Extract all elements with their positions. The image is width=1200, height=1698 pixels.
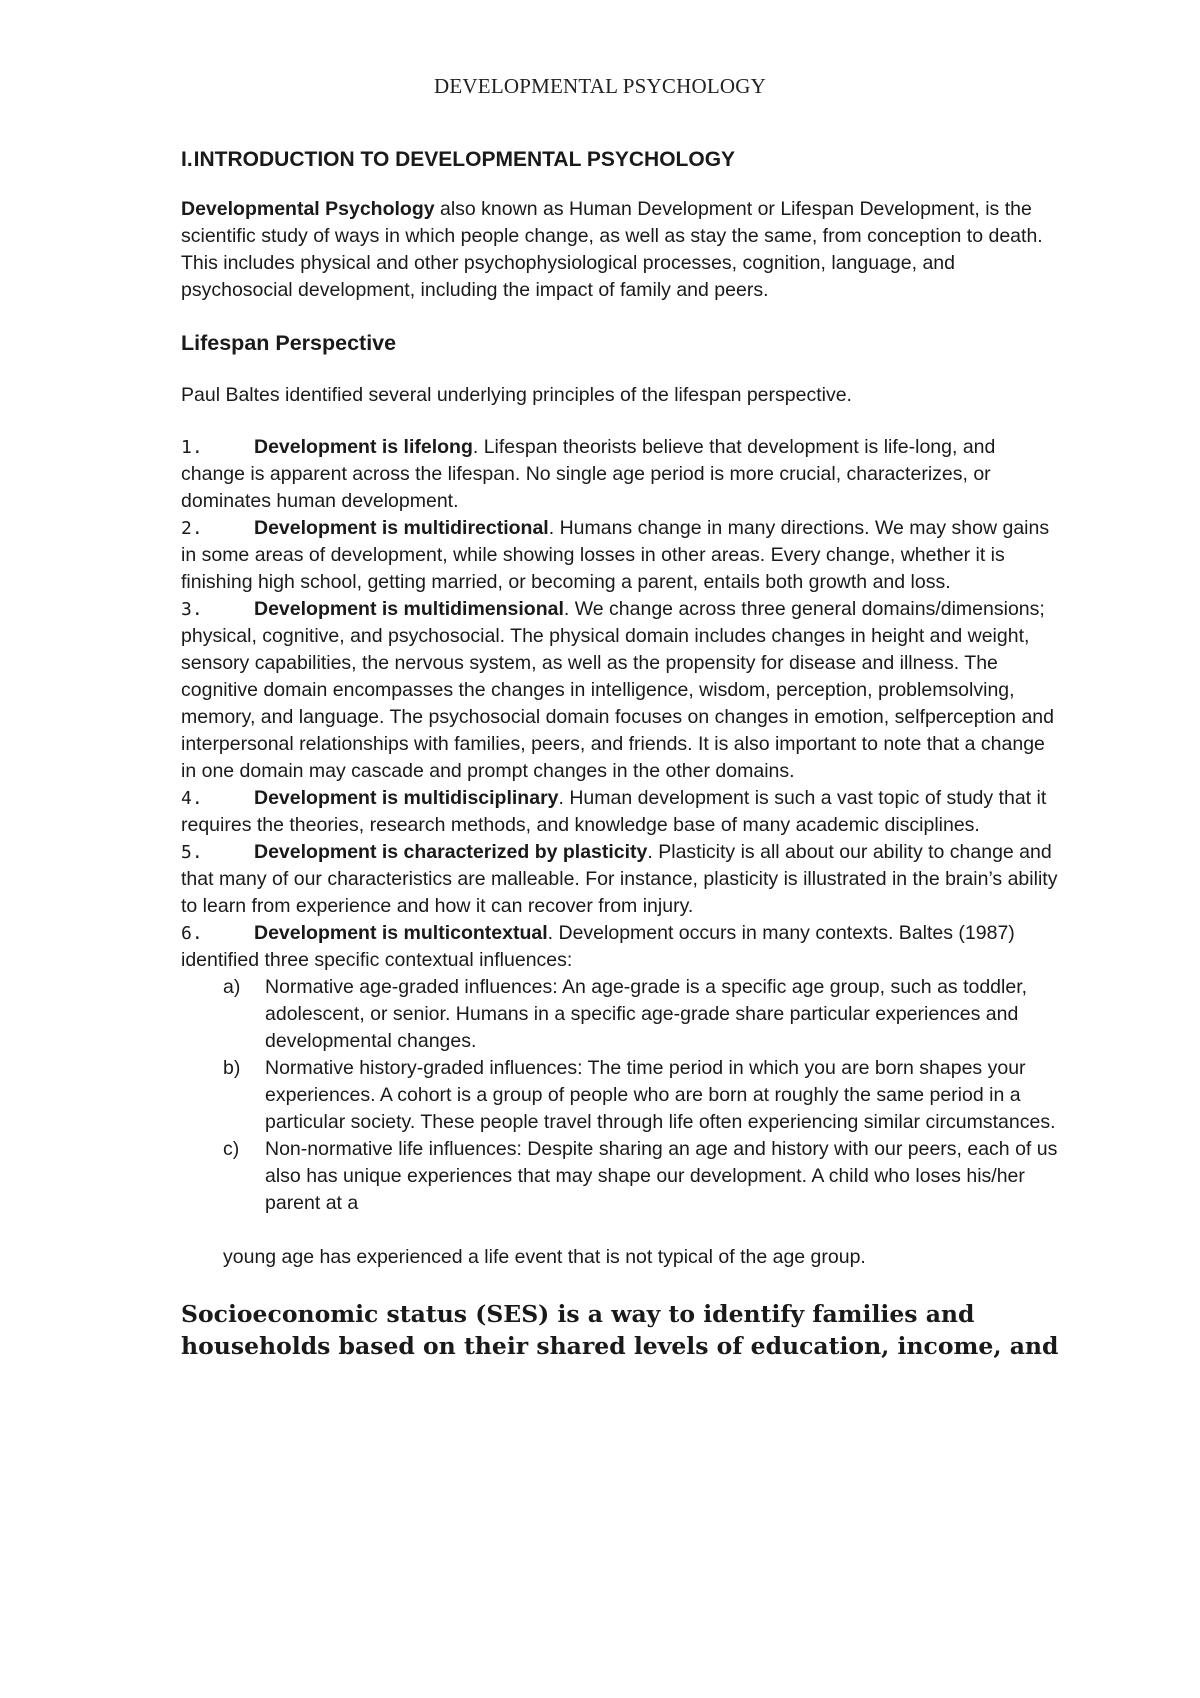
intro-text: also known as Human Development or Lifespan Development, is the scientific study of ways in which people change, as well as stay the same, from conception to death. This includes physical and other psychophysiological processes, cognition, language, and psychosocial development, including the impact of family and peers. [181, 198, 1043, 301]
principle-number: 3. [181, 599, 203, 620]
principle-title: Development is characterized by plasticity [254, 841, 648, 863]
principle-number: 5. [181, 842, 203, 863]
influence-letter: b) [223, 1057, 241, 1079]
principle-text: . Plasticity is all about our ability to change and that many of our characteristics are malleable. For instance, plasticity is illustrated in the brain’s ability to learn from experience and how it can recover from injury. [181, 841, 1058, 917]
principles-list [181, 434, 1061, 974]
principle-item [181, 839, 1061, 920]
principle-title: Development is lifelong [254, 436, 473, 458]
principle-number: 4. [181, 788, 203, 809]
influence-letter: c) [223, 1138, 240, 1160]
principle-item [181, 785, 1061, 839]
principle-title: Development is multidirectional [254, 517, 549, 539]
influence-item [223, 1055, 1061, 1136]
influence-text: Normative history-graded influences: The time period in which you are born shapes your experiences. A cohort is a group of people who are born at roughly the same period in a particular society. These people travel through life often experiencing similar circumstances. [265, 1057, 1056, 1133]
influence-item [223, 974, 1061, 1055]
principle-title: Development is multidimensional [254, 598, 564, 620]
principle-text: . Humans change in many directions. We may show gains in some areas of development, while showing losses in other areas. Every change, whether it is finishing high school, getting married, or becoming a parent, entails both growth and loss. [181, 517, 1050, 593]
intro-paragraph [181, 196, 1061, 304]
principle-item [181, 596, 1061, 785]
principle-text: . We change across three general domains/dimensions; physical, cognitive, and psychosocial. The physical domain includes changes in height and weight, sensory capabilities, the nervous system, as well as the propensity for disease and illness. The cognitive domain encompasses the changes in intelligence, wisdom, perception, problemsolving, memory, and language. The psychosocial domain focuses on changes in emotion, selfperception and interpersonal relationships with families, peers, and friends. It is also important to note that a change in one domain may cascade and prompt changes in the other domains. [181, 598, 1054, 782]
influence-text: Normative age-graded influences: An age-grade is a specific age group, such as toddler, adolescent, or senior. Humans in a specific age-grade share particular experiences and developmental changes. [265, 976, 1028, 1052]
ses-paragraph: Socioeconomic status (SES) is a way to identify families and households based on their shared levels of education, income, and [181, 1300, 1059, 1360]
lifespan-lead: Paul Baltes identified several underlying principles of the lifespan perspective. [181, 384, 852, 406]
document-body [181, 146, 1061, 1362]
continuation-text: young age has experienced a life event that is not typical of the age group. [223, 1246, 866, 1268]
lifespan-heading: Lifespan Perspective [181, 331, 397, 355]
principle-title: Development is multidisciplinary [254, 787, 559, 809]
section-number: I. [181, 148, 193, 171]
section-title: INTRODUCTION TO DEVELOPMENTAL PSYCHOLOGY [193, 148, 736, 171]
principle-item [181, 434, 1061, 515]
influence-text: Non-normative life influences: Despite sharing an age and history with our peers, each of us also has unique experiences that may shape our development. A child who loses his/her parent at a [265, 1138, 1058, 1214]
influence-item [223, 1136, 1061, 1217]
principle-title: Development is multicontextual [254, 922, 548, 944]
intro-term: Developmental Psychology [181, 198, 435, 220]
running-header: DEVELOPMENTAL PSYCHOLOGY [434, 74, 766, 98]
principle-number: 2. [181, 518, 203, 539]
principle-text: . Development occurs in many contexts. Baltes (1987) identified three specific contextual influences: [181, 922, 1015, 971]
section-heading [181, 146, 1061, 174]
principle-text: . Lifespan theorists believe that development is life-long, and change is apparent across the lifespan. No single age period is more crucial, characterizes, or dominates human development. [181, 436, 996, 512]
contextual-influences-list [181, 974, 1061, 1217]
influence-letter: a) [223, 976, 241, 998]
principle-number: 1. [181, 437, 203, 458]
principle-text: . Human development is such a vast topic of study that it requires the theories, research methods, and knowledge base of many academic disciplines. [181, 787, 1047, 836]
principle-number: 6. [181, 923, 203, 944]
principle-item [181, 515, 1061, 596]
principle-item [181, 920, 1061, 974]
